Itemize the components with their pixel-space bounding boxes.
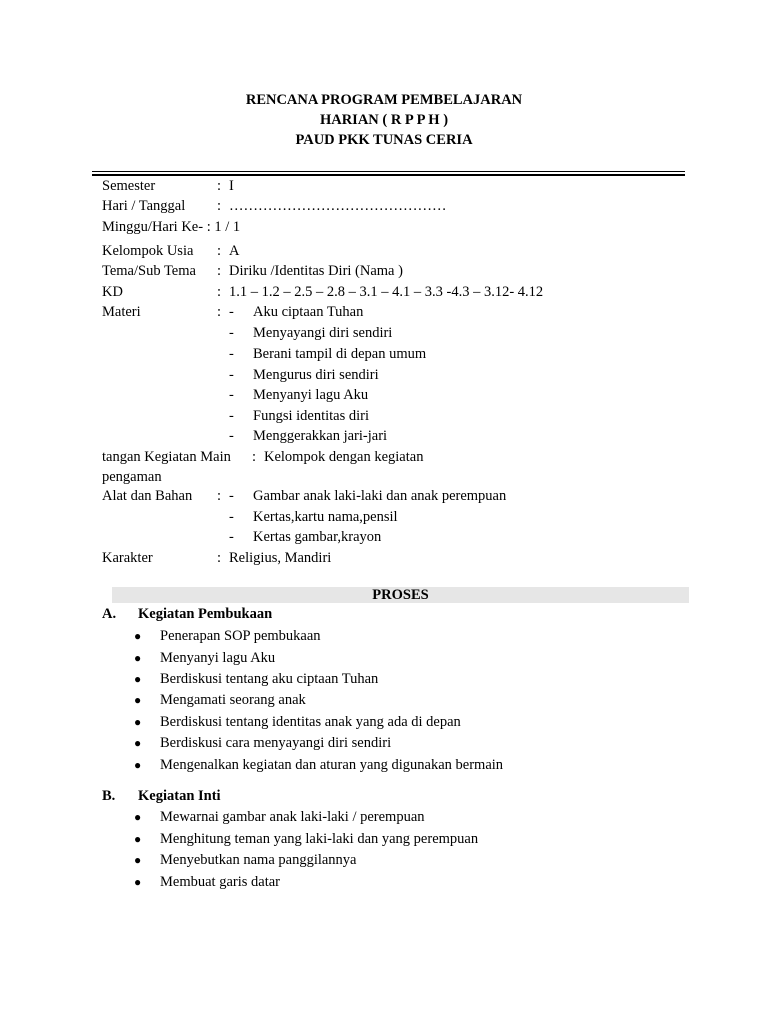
alat-bahan-dash: - bbox=[229, 488, 234, 504]
materi-dash: - bbox=[229, 304, 234, 320]
materi-dash: - bbox=[229, 346, 234, 362]
alat-bahan-item: Kertas gambar,krayon bbox=[253, 529, 382, 545]
hari-tanggal-label: Hari / Tanggal bbox=[102, 198, 186, 214]
section-a-letter: A. bbox=[102, 606, 117, 622]
materi-item: Menyayangi diri sendiri bbox=[253, 325, 393, 341]
header-rule-top bbox=[92, 171, 685, 172]
proses-title: PROSES bbox=[372, 587, 429, 603]
karakter-colon: : bbox=[217, 550, 222, 566]
bullet-icon: ● bbox=[134, 832, 142, 846]
materi-label: Materi bbox=[102, 304, 141, 320]
bullet-icon: ● bbox=[134, 629, 142, 643]
kelompok-usia-label: Kelompok Usia bbox=[102, 243, 194, 259]
section-a-title: Kegiatan Pembukaan bbox=[138, 606, 273, 622]
alat-bahan-item: Kertas,kartu nama,pensil bbox=[253, 509, 398, 525]
alat-bahan-dash: - bbox=[229, 509, 234, 525]
list-item: Mengamati seorang anak bbox=[160, 692, 306, 708]
section-b-letter: B. bbox=[102, 788, 116, 804]
bullet-icon: ● bbox=[134, 758, 142, 772]
bullet-icon: ● bbox=[134, 651, 142, 665]
materi-dash: - bbox=[229, 367, 234, 383]
list-item: Menyebutkan nama panggilannya bbox=[160, 852, 357, 868]
karakter-label: Karakter bbox=[102, 550, 153, 566]
tema-value: Diriku /Identitas Diri (Nama ) bbox=[229, 263, 403, 279]
materi-item: Mengurus diri sendiri bbox=[253, 367, 379, 383]
header-rule-bottom bbox=[92, 174, 685, 176]
kd-value: 1.1 – 1.2 – 2.5 – 2.8 – 3.1 – 4.1 – 3.3 -4.3 – 3.12- 4.12 bbox=[229, 284, 544, 300]
list-item: Mewarnai gambar anak laki-laki / perempuan bbox=[160, 809, 425, 825]
list-item: Berdiskusi cara menyayangi diri sendiri bbox=[160, 735, 392, 751]
alat-bahan-item: Gambar anak laki-laki dan anak perempuan bbox=[253, 488, 507, 504]
kd-label: KD bbox=[102, 284, 123, 300]
materi-item: Berani tampil di depan umum bbox=[253, 346, 427, 362]
title-line-1: RENCANA PROGRAM PEMBELAJARAN bbox=[245, 92, 523, 108]
pengamanan-label-line-1: tangan Kegiatan Main bbox=[102, 449, 231, 465]
tema-label: Tema/Sub Tema bbox=[102, 263, 196, 279]
kelompok-usia-value: A bbox=[229, 243, 240, 259]
alat-bahan-colon: : bbox=[217, 488, 222, 504]
bullet-icon: ● bbox=[134, 810, 142, 824]
list-item: Menghitung teman yang laki-laki dan yang perempuan bbox=[160, 831, 479, 847]
alat-bahan-label: Alat dan Bahan bbox=[102, 488, 193, 504]
pengamanan-value: Kelompok dengan kegiatan bbox=[264, 449, 424, 465]
list-item: Menyanyi lagu Aku bbox=[160, 650, 276, 666]
karakter-value: Religius, Mandiri bbox=[229, 550, 332, 566]
list-item: Penerapan SOP pembukaan bbox=[160, 628, 321, 644]
list-item: Mengenalkan kegiatan dan aturan yang digunakan bermain bbox=[160, 757, 504, 773]
materi-colon: : bbox=[217, 304, 222, 320]
pengamanan-colon: : bbox=[252, 449, 257, 465]
semester-label: Semester bbox=[102, 178, 156, 194]
bullet-icon: ● bbox=[134, 875, 142, 889]
semester-colon: : bbox=[217, 178, 222, 194]
kelompok-usia-colon: : bbox=[217, 243, 222, 259]
bullet-icon: ● bbox=[134, 672, 142, 686]
bullet-icon: ● bbox=[134, 715, 142, 729]
bullet-icon: ● bbox=[134, 693, 142, 707]
hari-tanggal-colon: : bbox=[217, 198, 222, 214]
list-item: Berdiskusi tentang identitas anak yang ada di depan bbox=[160, 714, 461, 730]
list-item: Berdiskusi tentang aku ciptaan Tuhan bbox=[160, 671, 379, 687]
alat-bahan-dash: - bbox=[229, 529, 234, 545]
materi-dash: - bbox=[229, 325, 234, 341]
title-line-2: HARIAN ( R P P H ) bbox=[319, 112, 449, 128]
section-b-title: Kegiatan Inti bbox=[138, 788, 221, 804]
title-line-3: PAUD PKK TUNAS CERIA bbox=[295, 132, 473, 148]
bullet-icon: ● bbox=[134, 853, 142, 867]
materi-item: Menyanyi lagu Aku bbox=[253, 387, 369, 403]
kd-colon: : bbox=[217, 284, 222, 300]
materi-dash: - bbox=[229, 387, 234, 403]
pengamanan-label-line-2: pengaman bbox=[102, 469, 162, 485]
materi-dash: - bbox=[229, 428, 234, 444]
semester-value: I bbox=[229, 178, 234, 194]
materi-item: Menggerakkan jari-jari bbox=[253, 428, 388, 444]
materi-item: Fungsi identitas diri bbox=[253, 408, 369, 424]
tema-colon: : bbox=[217, 263, 222, 279]
hari-tanggal-value: ……………………………………… bbox=[229, 198, 447, 214]
materi-dash: - bbox=[229, 408, 234, 424]
list-item: Membuat garis datar bbox=[160, 874, 280, 890]
bullet-icon: ● bbox=[134, 736, 142, 750]
minggu-hari-line: Minggu/Hari Ke- : 1 / 1 bbox=[102, 219, 241, 235]
materi-item: Aku ciptaan Tuhan bbox=[253, 304, 364, 320]
